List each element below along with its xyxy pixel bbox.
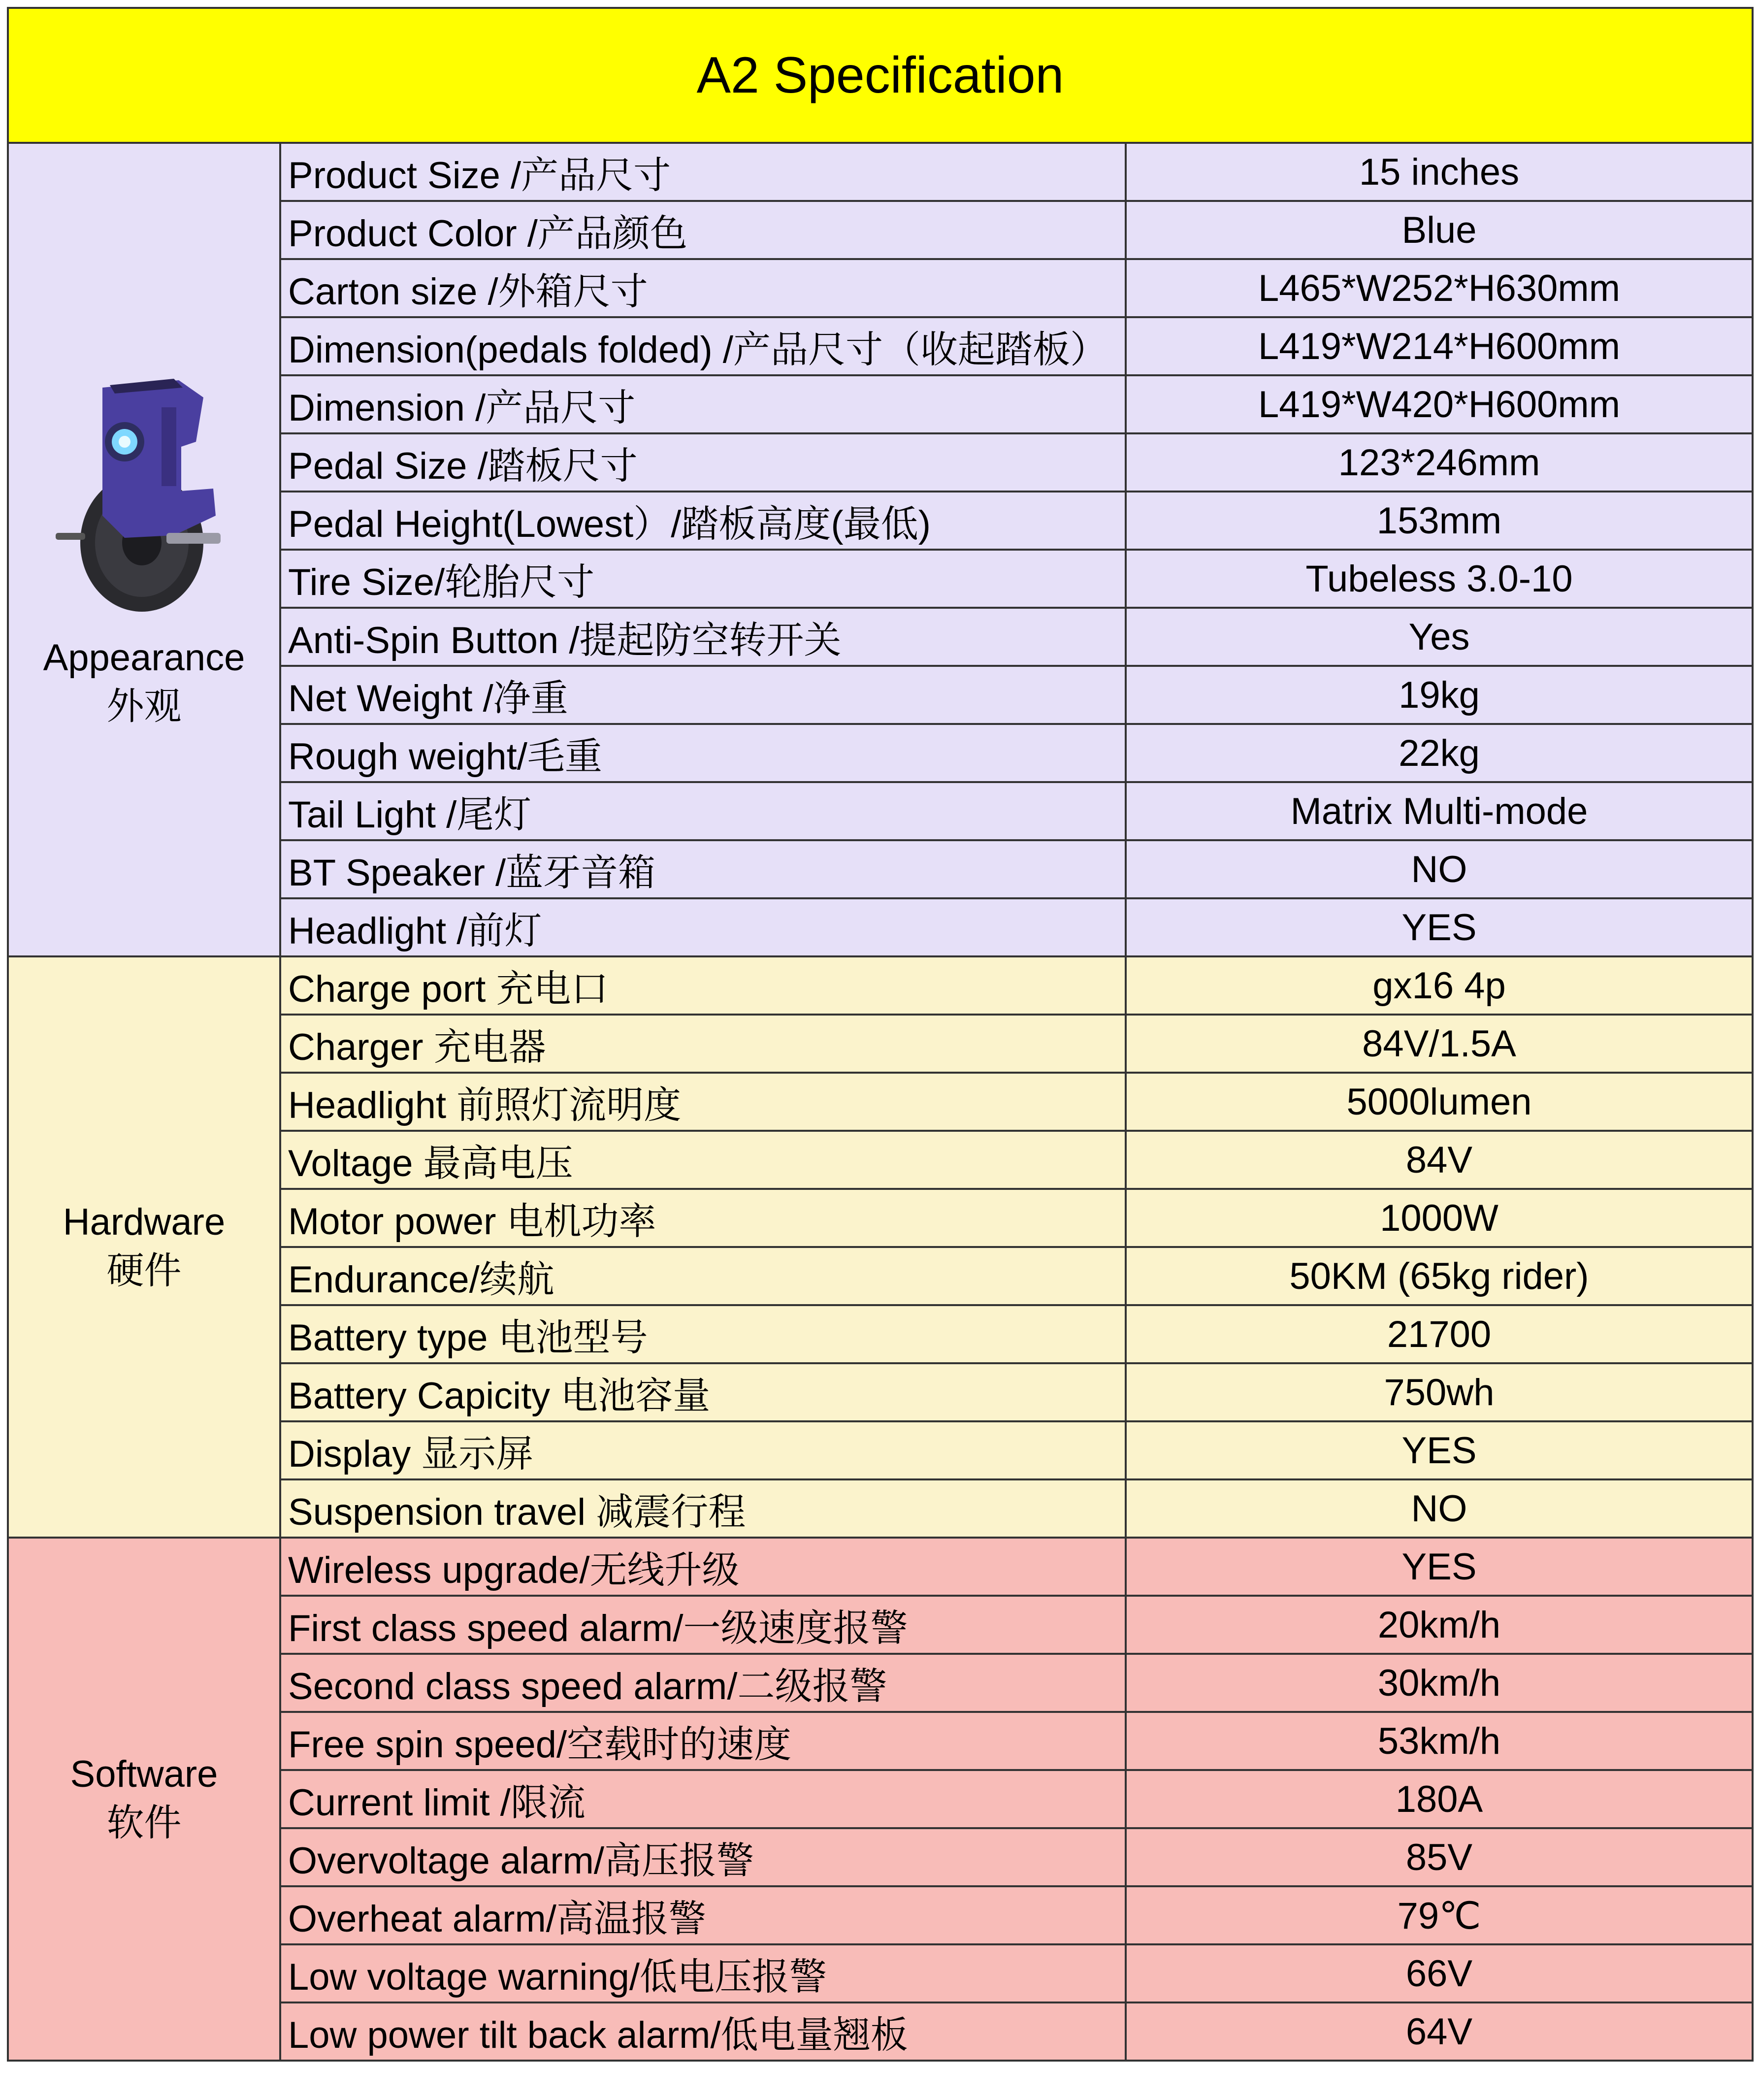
spec-value: Matrix Multi-mode (1126, 782, 1753, 840)
spec-label: Pedal Height(Lowest）/踏板高度(最低) (280, 492, 1126, 550)
spec-label: Voltage 最高电压 (280, 1131, 1126, 1189)
spec-value: 1000W (1126, 1189, 1753, 1247)
spec-label: Product Color /产品颜色 (280, 201, 1126, 259)
spec-title: A2 Specification (8, 8, 1753, 143)
spec-label: Motor power 电机功率 (280, 1189, 1126, 1247)
section-name-en: Software (70, 1753, 218, 1796)
spec-label: Headlight /前灯 (280, 898, 1126, 956)
spec-label: Low voltage warning/低电压报警 (280, 1944, 1126, 2002)
spec-label: Free spin speed/空载时的速度 (280, 1712, 1126, 1770)
spec-value: Yes (1126, 608, 1753, 666)
table-row (8, 143, 1753, 201)
spec-label: Battery type 电池型号 (280, 1305, 1126, 1363)
spec-value: NO (1126, 1479, 1753, 1538)
spec-value: YES (1126, 1421, 1753, 1479)
spec-label: Suspension travel 减震行程 (280, 1479, 1126, 1538)
spec-label: Endurance/续航 (280, 1247, 1126, 1305)
spec-value: L465*W252*H630mm (1126, 259, 1753, 317)
spec-label: Net Weight /净重 (280, 666, 1126, 724)
spec-value: L419*W420*H600mm (1126, 375, 1753, 433)
spec-value: 20km/h (1126, 1596, 1753, 1654)
spec-label: Anti-Spin Button /提起防空转开关 (280, 608, 1126, 666)
spec-value: 30km/h (1126, 1654, 1753, 1712)
spec-value: 19kg (1126, 666, 1753, 724)
spec-label: Product Size /产品尺寸 (280, 143, 1126, 201)
spec-value: YES (1126, 1538, 1753, 1596)
section-hardware (8, 956, 280, 1538)
section-software (8, 1538, 280, 2061)
spec-label: BT Speaker /蓝牙音箱 (280, 840, 1126, 898)
spec-value: L419*W214*H600mm (1126, 317, 1753, 375)
section-name-en: Hardware (63, 1201, 226, 1244)
spec-label: Tail Light /尾灯 (280, 782, 1126, 840)
section-name-cn: 硬件 (106, 1250, 182, 1292)
spec-value: 53km/h (1126, 1712, 1753, 1770)
spec-label: Dimension /产品尺寸 (280, 375, 1126, 433)
table-row (8, 956, 1753, 1015)
spec-value: 750wh (1126, 1363, 1753, 1421)
spec-label: Dimension(pedals folded) /产品尺寸（收起踏板） (280, 317, 1126, 375)
spec-value: 22kg (1126, 724, 1753, 782)
spec-label: Battery Capicity 电池容量 (280, 1363, 1126, 1421)
spec-label: Second class speed alarm/二级报警 (280, 1654, 1126, 1712)
spec-label: Current limit /限流 (280, 1770, 1126, 1828)
spec-value: gx16 4p (1126, 956, 1753, 1015)
spec-label: First class speed alarm/一级速度报警 (280, 1596, 1126, 1654)
spec-label: Charge port 充电口 (280, 956, 1126, 1015)
spec-label: Display 显示屏 (280, 1421, 1126, 1479)
spec-label: Overvoltage alarm/高压报警 (280, 1828, 1126, 1886)
electric-unicycle-icon (56, 368, 233, 614)
spec-value: 180A (1126, 1770, 1753, 1828)
section-name-cn: 外观 (106, 686, 182, 727)
spec-label: Rough weight/毛重 (280, 724, 1126, 782)
spec-value: YES (1126, 898, 1753, 956)
spec-table (7, 7, 1754, 2062)
spec-value: 123*246mm (1126, 433, 1753, 492)
spec-value: 84V (1126, 1131, 1753, 1189)
spec-value: 50KM (65kg rider) (1126, 1247, 1753, 1305)
table-row (8, 1538, 1753, 1596)
section-name-en: Appearance (43, 637, 245, 679)
title-row (8, 8, 1753, 143)
spec-value: 84V/1.5A (1126, 1015, 1753, 1073)
spec-value: Tubeless 3.0-10 (1126, 550, 1753, 608)
spec-value: Blue (1126, 201, 1753, 259)
spec-value: 15 inches (1126, 143, 1753, 201)
section-appearance (8, 143, 280, 956)
spec-value: 21700 (1126, 1305, 1753, 1363)
spec-value: 64V (1126, 2002, 1753, 2061)
spec-label: Headlight 前照灯流明度 (280, 1073, 1126, 1131)
spec-value: 5000lumen (1126, 1073, 1753, 1131)
spec-value: NO (1126, 840, 1753, 898)
spec-label: Low power tilt back alarm/低电量翘板 (280, 2002, 1126, 2061)
spec-label: Pedal Size /踏板尺寸 (280, 433, 1126, 492)
spec-label: Tire Size/轮胎尺寸 (280, 550, 1126, 608)
section-name-cn: 软件 (106, 1802, 182, 1844)
spec-value: 66V (1126, 1944, 1753, 2002)
spec-label: Overheat alarm/高温报警 (280, 1886, 1126, 1944)
spec-value: 85V (1126, 1828, 1753, 1886)
spec-label: Carton size /外箱尺寸 (280, 259, 1126, 317)
spec-label: Charger 充电器 (280, 1015, 1126, 1073)
spec-value: 153mm (1126, 492, 1753, 550)
spec-label: Wireless upgrade/无线升级 (280, 1538, 1126, 1596)
spec-value: 79℃ (1126, 1886, 1753, 1944)
